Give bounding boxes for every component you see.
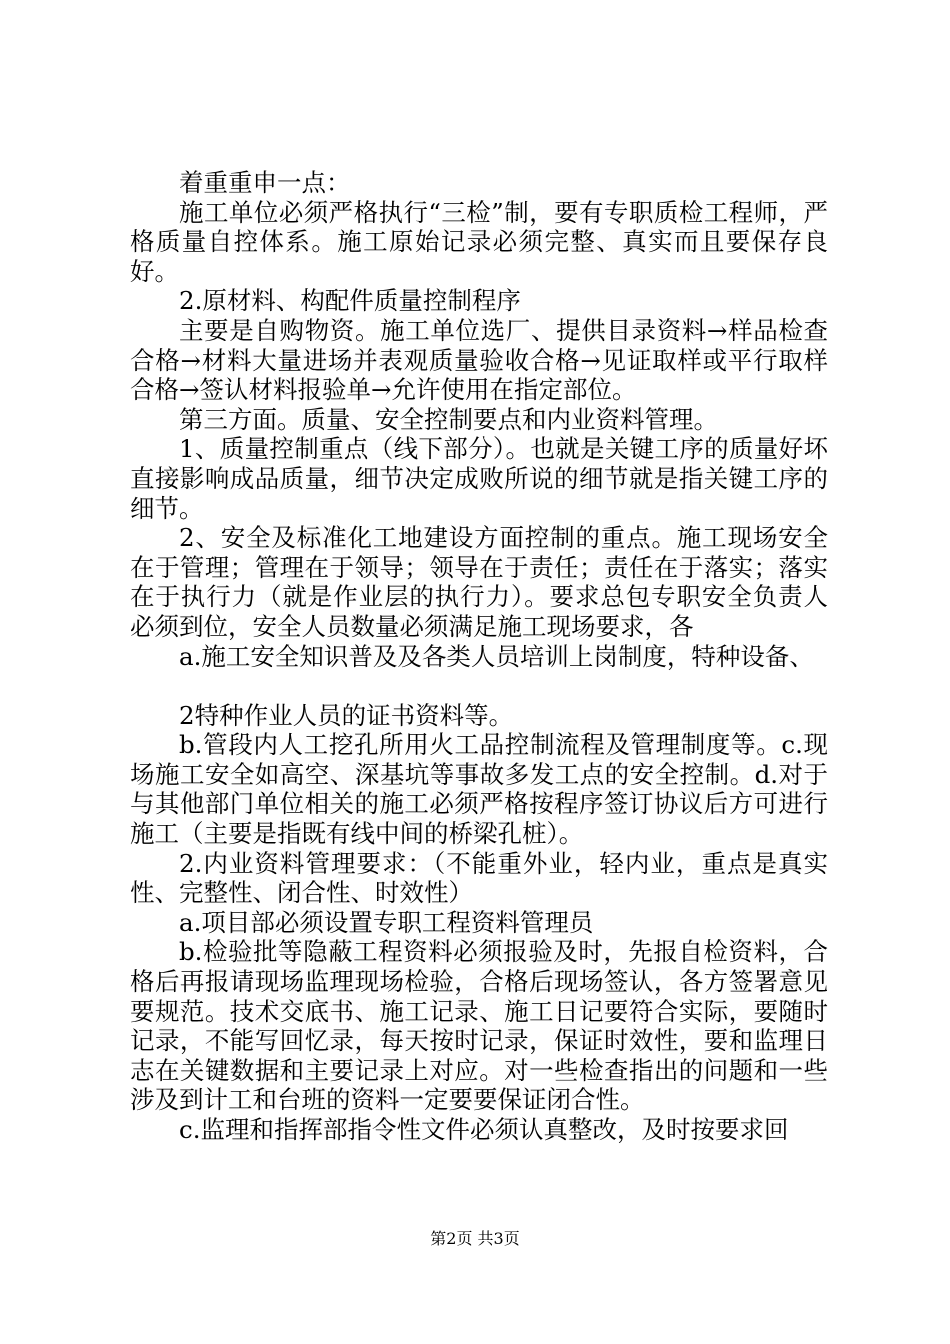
paragraph-heading-materials: 2.原材料、构配件质量控制程序 <box>179 286 521 316</box>
paragraph-internal-records: 2.内业资料管理要求：（不能重外业，轻内业，重点是真实性、完整性、闭合性、时效性） <box>130 848 828 908</box>
paragraph-gap <box>130 671 828 701</box>
paragraph-item-c-records: c.监理和指挥部指令性文件必须认真整改，及时按要求回 <box>179 1115 789 1144</box>
paragraph-three-checks: 施工单位必须严格执行“三检”制，要有专职质检工程师，严格质量自控体系。施工原始记录必须完整、真实而且要保存良好。 <box>130 197 828 286</box>
paragraph-materials-procedure: 主要是自购物资。施工单位选厂、提供目录资料→样品检查合格→材料大量进场并表观质量验收合格→见证取样或平行取样合格→签认材料报验单→允许使用在指定部位。 <box>130 315 828 405</box>
paragraph-heading-third-aspect: 第三方面。质量、安全控制要点和内业资料管理。 <box>179 404 718 434</box>
paragraph-special-workers: 2特种作业人员的证书资料等。 <box>179 700 514 730</box>
paragraph-quality-control: 1、质量控制重点（线下部分）。也就是关键工序的质量好坏直接影响成品质量，细节决定成败所说的细节就是指关键工序的细节。 <box>130 434 828 523</box>
paragraph-items-b-c-d: b.管段内人工挖孔所用火工品控制流程及管理制度等。c.现场施工安全如高空、深基坑等事故多发工点的安全控制。d.对于与其他部门单位相关的施工必须严格按程序签订协议后方可进行施工（主要是指既有线中间的桥梁孔桩）。 <box>130 730 828 849</box>
document-body <box>130 168 828 1145</box>
paragraph-safety-control: 2、安全及标准化工地建设方面控制的重点。施工现场安全在于管理；管理在于领导；领导在于责任；责任在于落实；落实在于执行力（就是作业层的执行力）。要求总包专职安全负责人必须到位，安全人员数量必须满足施工现场要求，各 <box>130 523 828 641</box>
paragraph-item-a-records: a.项目部必须设置专职工程资料管理员 <box>179 907 594 937</box>
paragraph-emphasis-intro: 着重重申一点： <box>179 168 351 197</box>
page-number-footer: 第2页 共3页 <box>430 1229 520 1248</box>
paragraph-item-a-safety: a.施工安全知识普及及各类人员培训上岗制度，特种设备、 <box>179 641 814 671</box>
paragraph-item-b-records: b.检验批等隐蔽工程资料必须报验及时，先报自检资料，合格后再报请现场监理现场检验，合格后现场签认，各方签署意见要规范。技术交底书、施工记录、施工日记要符合实际，要随时记录，不能写回忆录，每天按时记录，保证时效性，要和监理日志在关键数据和主要记录上对应。对一些检查指出的问题和一些涉及到计工和台班的资料一定要要保证闭合性。 <box>130 937 828 1115</box>
